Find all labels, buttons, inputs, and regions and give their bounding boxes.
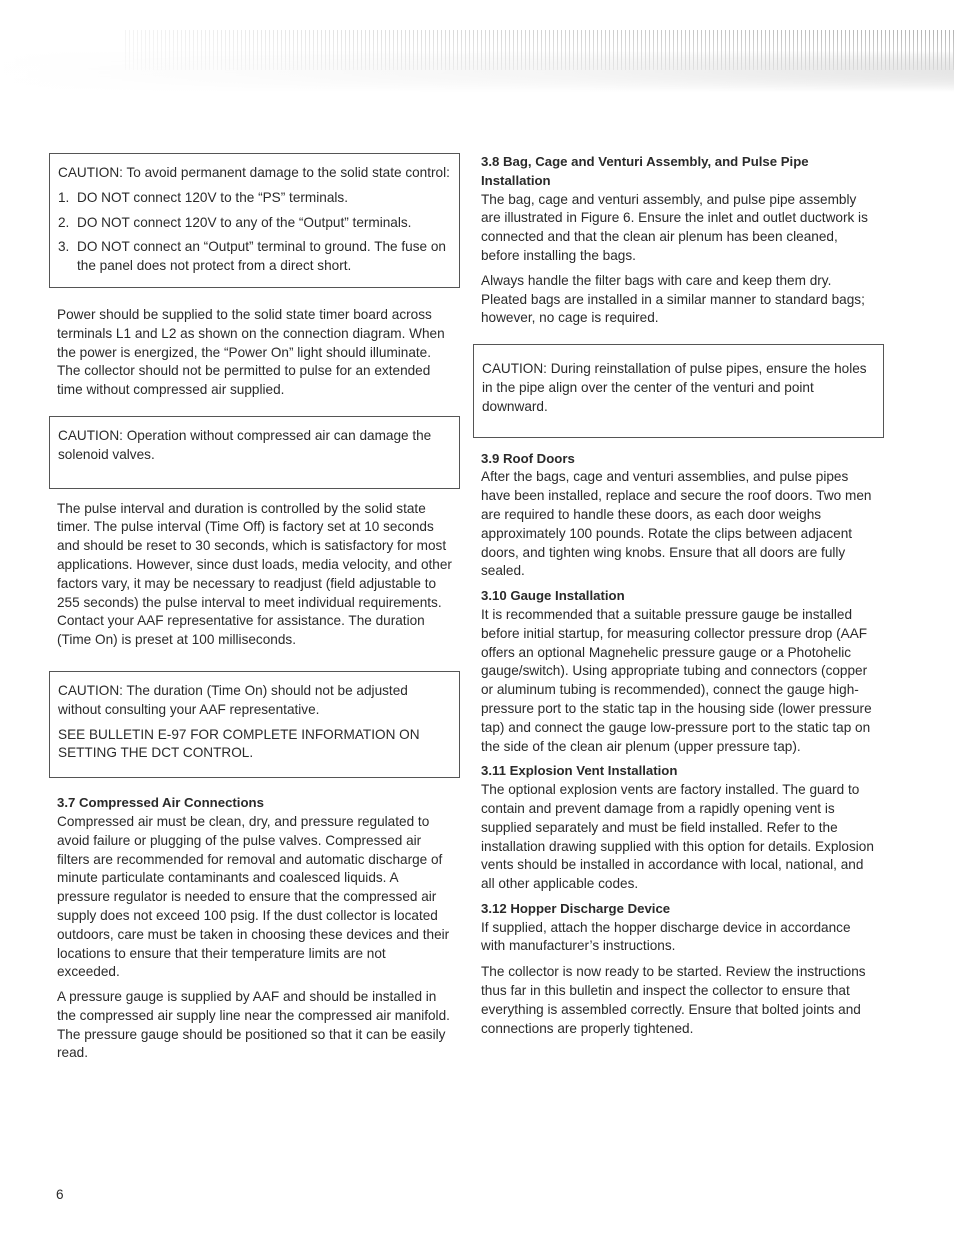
section-3-12 [473,900,884,1039]
section-paragraph: If supplied, attach the hopper discharge device in accordance with manufacturer’s instructions. [481,919,851,954]
pulse-paragraph: The pulse interval and duration is controlled by the solid state timer. The pulse interval (Time Off) is factory set at 10 seconds and should be reset to 30 seconds, which is satisfactory for most applications. However, since dust loads, media velocity, and other factors vary, it may be necessary to readjust (field adjustable to 255 seconds) the pulse interval to meet individual requirements. Contact your AAF representative for assistance. The duration (Time On) is preset at 100 milliseconds. [57,500,452,648]
caution-intro: CAUTION: To avoid permanent damage to the solid state control: [58,165,450,180]
caution-list-item [58,214,451,233]
section-heading: 3.10 Gauge Installation [481,588,625,604]
right-column [473,153,884,1038]
caution-box-duration [49,671,460,778]
section-paragraph: Always handle the filter bags with care and keep them dry. Pleated bags are installed in a similar manner to standard bags; however, no cage is required. [481,272,865,326]
caution-text: CAUTION: During reinstallation of pulse pipes, ensure the holes in the pipe align over the center of the venturi and point downward. [482,361,867,414]
caution-box-solid-state [49,153,460,288]
section-paragraph: It is recommended that a suitable pressure gauge be installed before initial startup, for measuring collector pressure drop (AAF offers an optional Magnehelic pressure gauge or a Photohelic gauge/switch). Using appropriate tubing and connectors (copper or aluminum tubing is recommended), connect the gauge high-pressure port to the static tap in the housing side (lower pressure tap) and connect the gauge low-pressure port to the static tap on the side of the clean air plenum (upper pressure tap). [481,606,872,754]
caution-box-compressed-air [49,416,460,489]
list-number: 1. [58,189,70,205]
section-heading: 3.8 Bag, Cage and Venturi Assembly, and Pulse Pipe Installation [481,154,809,188]
bulletin-note: SEE BULLETIN E-97 FOR COMPLETE INFORMATION ON SETTING THE DCT CONTROL. [58,726,420,761]
power-paragraph: Power should be supplied to the solid state timer board across terminals L1 and L2 as shown on the connection diagram. When the power is energized, the “Power On” light should illuminate. [57,306,445,360]
collector-paragraph: The collector should not be permitted to pulse for an extended time without compressed air supplied. [57,363,431,398]
section-paragraph: A pressure gauge is supplied by AAF and should be installed in the compressed air supply line near the compressed air manifold. The pressure gauge should be positioned so that it can be easily read. [57,989,450,1061]
list-text: DO NOT connect an “Output” terminal to ground. The fuse on the panel does not protect from a direct short. [77,239,446,274]
caution-list-item [58,189,451,208]
caution-text: CAUTION: Operation without compressed air can damage the solenoid valves. [58,427,432,462]
section-heading: 3.11 Explosion Vent Installation [481,763,678,779]
list-number: 2. [58,214,70,230]
section-paragraph: The collector is now ready to be started. Review the instructions thus far in this bulletin and inspect the collector to ensure that everything is assembled correctly. Ensure that bolted joints and connections are properly tightened. [481,964,866,1036]
header-banner [0,0,954,92]
left-column [49,153,460,1063]
power-section [49,306,460,400]
section-3-7 [49,794,460,1063]
section-3-9 [473,450,884,582]
section-heading: 3.7 Compressed Air Connections [57,795,264,811]
caution-list [58,189,451,276]
pulse-section [49,500,460,650]
list-text: DO NOT connect 120V to any of the “Output” terminals. [77,214,412,230]
section-3-10 [473,587,884,756]
section-3-11 [473,762,884,894]
section-heading: 3.9 Roof Doors [481,450,575,466]
section-3-8 [473,153,884,328]
caution-list-item [58,238,451,276]
list-number: 3. [58,239,70,255]
section-paragraph: The bag, cage and venturi assembly, and pulse pipe assembly are illustrated in Figure 6. Ensure the inlet and outlet ductwork is connected and that the clean air plenum has been cleaned, before installing the bags. [481,191,868,263]
section-paragraph: After the bags, cage and venturi assemblies, and pulse pipes have been installed, replace and secure the roof doors. Two men are required to handle these doors, as each door weighs approximately 100 pounds. Rotate the clips between adjacent doors, and tighten wing knobs. Ensure that all doors are fully sealed. [481,469,872,579]
section-heading: 3.12 Hopper Discharge Device [481,900,671,916]
page-number: 6 [56,1187,64,1202]
section-paragraph: Compressed air must be clean, dry, and pressure regulated to avoid failure or plugging of the pulse valves. Compressed air filters are recommended for removal and automatic discharge of minute particulate contaminants and coalesced liquids. A pressure regulator is needed to ensure that the compressed air supply does not exceed 100 psig. If the dust collector is located outdoors, care must be taken in choosing these devices and their locations to ensure that their temperature limits are not exceeded. [57,813,450,980]
list-text: DO NOT connect 120V to the “PS” terminals. [77,189,348,205]
section-paragraph: The optional explosion vents are factory installed. The guard to contain and prevent damage from a rapidly opening vent is supplied separately and must be field installed. Refer to the installation drawing supplied with this option for details. Explosion vents should be installed in accordance with local, national, and all other applicable codes. [481,782,874,892]
caution-text: CAUTION: The duration (Time On) should not be adjusted without consulting your AAF representative. [58,682,408,717]
caution-box-pulse-pipes [473,344,884,437]
